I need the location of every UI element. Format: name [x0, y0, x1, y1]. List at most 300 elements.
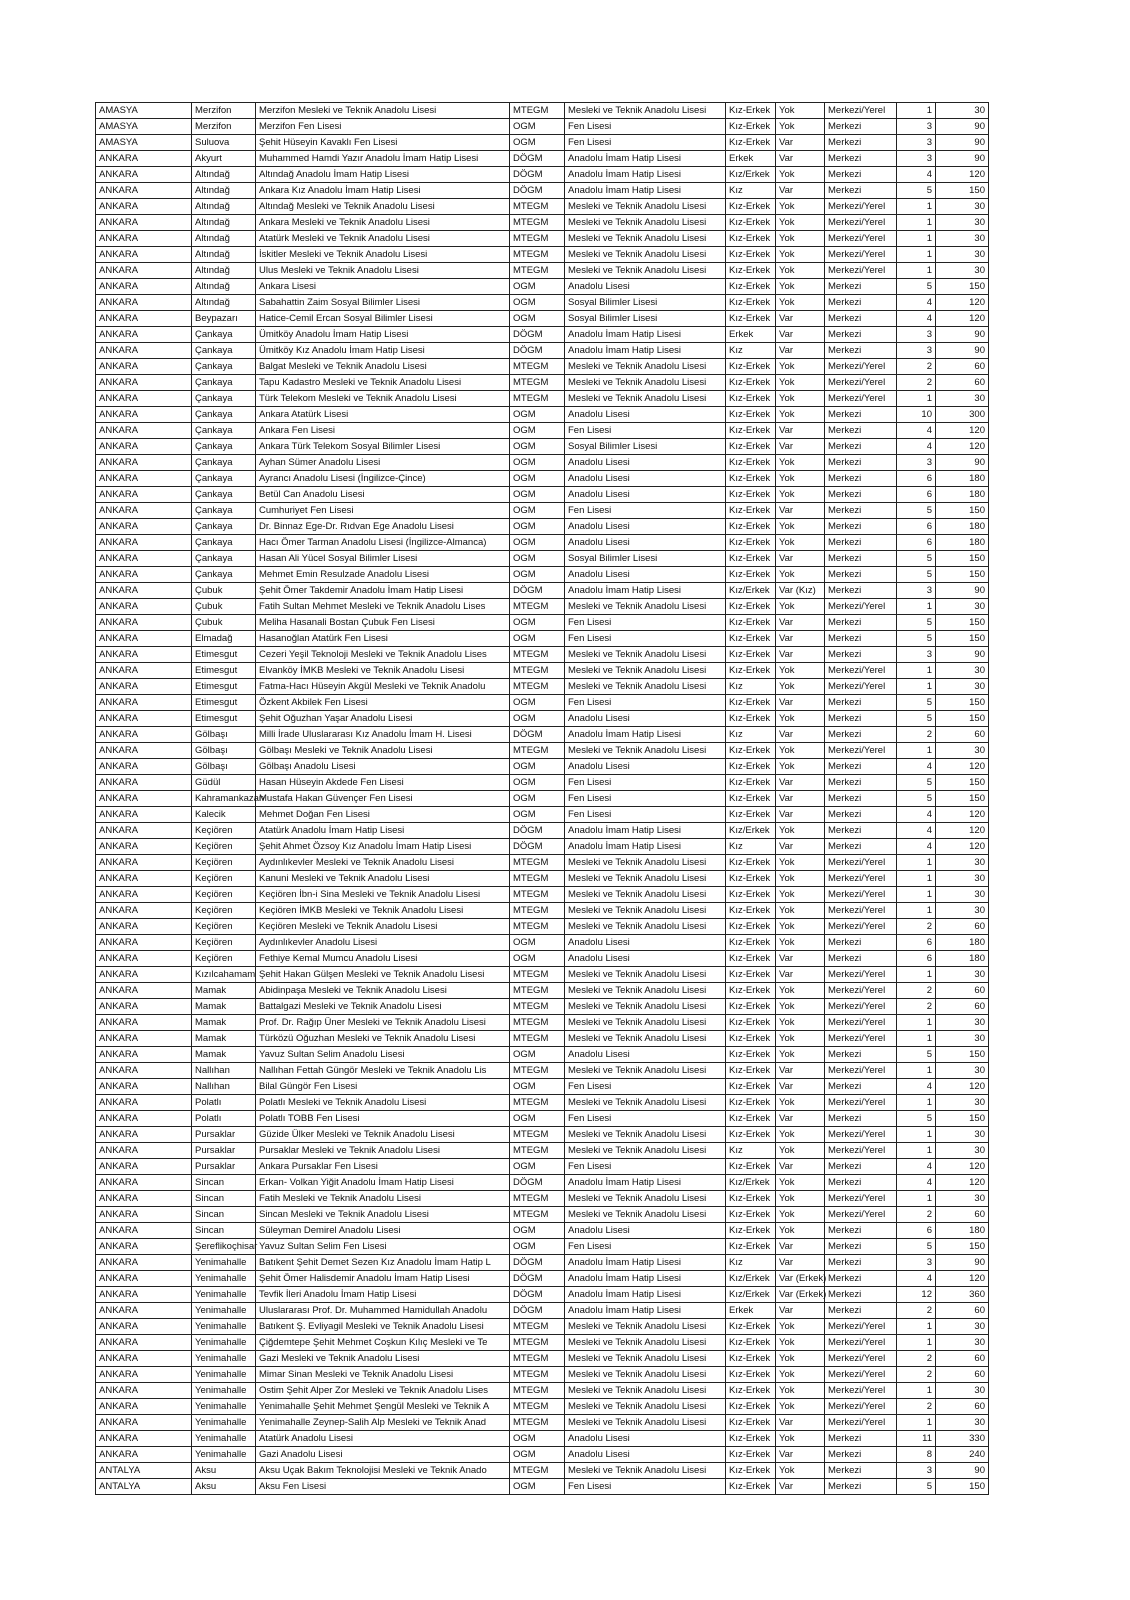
province-cell: ANKARA	[96, 727, 192, 743]
province-cell: ANKARA	[96, 1287, 192, 1303]
directorate-cell: MTEGM	[510, 1367, 565, 1383]
directorate-cell: MTEGM	[510, 391, 565, 407]
school-type-cell: Mesleki ve Teknik Anadolu Lisesi	[565, 263, 726, 279]
district-cell: Çankaya	[192, 503, 256, 519]
gender-cell: Kız-Erkek	[726, 919, 776, 935]
placement-cell: Merkezi	[825, 1431, 897, 1447]
gender-cell: Kız-Erkek	[726, 599, 776, 615]
school-type-cell: Anadolu Lisesi	[565, 407, 726, 423]
school-name-cell: Türk Telekom Mesleki ve Teknik Anadolu Lisesi	[256, 391, 510, 407]
dormitory-cell: Yok	[776, 103, 825, 119]
school-type-cell: Fen Lisesi	[565, 807, 726, 823]
table-row	[96, 919, 989, 935]
class-count-cell: 1	[897, 1335, 936, 1351]
gender-cell: Kız-Erkek	[726, 951, 776, 967]
dormitory-cell: Var	[776, 343, 825, 359]
district-cell: Yenimahalle	[192, 1399, 256, 1415]
gender-cell: Kız-Erkek	[726, 711, 776, 727]
placement-cell: Merkezi	[825, 535, 897, 551]
district-cell: Çankaya	[192, 551, 256, 567]
table-row	[96, 1127, 989, 1143]
school-name-cell: Prof. Dr. Rağıp Üner Mesleki ve Teknik Anadolu Lisesi	[256, 1015, 510, 1031]
school-name-cell: Pursaklar Mesleki ve Teknik Anadolu Lisesi	[256, 1143, 510, 1159]
gender-cell: Erkek	[726, 151, 776, 167]
class-count-cell: 4	[897, 167, 936, 183]
directorate-cell: DÖGM	[510, 151, 565, 167]
school-type-cell: Mesleki ve Teknik Anadolu Lisesi	[565, 1383, 726, 1399]
class-count-cell: 1	[897, 1095, 936, 1111]
school-name-cell: Çiğdemtepe Şehit Mehmet Coşkun Kılıç Mesleki ve Te	[256, 1335, 510, 1351]
school-type-cell: Mesleki ve Teknik Anadolu Lisesi	[565, 919, 726, 935]
quota-cell: 150	[936, 551, 989, 567]
school-name-cell: Polatlı TOBB Fen Lisesi	[256, 1111, 510, 1127]
school-type-cell: Anadolu Lisesi	[565, 519, 726, 535]
quota-cell: 90	[936, 343, 989, 359]
placement-cell: Merkezi/Yerel	[825, 1351, 897, 1367]
dormitory-cell: Yok	[776, 1207, 825, 1223]
district-cell: Yenimahalle	[192, 1287, 256, 1303]
gender-cell: Kız/Erkek	[726, 1271, 776, 1287]
table-row	[96, 791, 989, 807]
school-type-cell: Fen Lisesi	[565, 423, 726, 439]
table-row	[96, 1159, 989, 1175]
province-cell: ANKARA	[96, 1431, 192, 1447]
table-row	[96, 487, 989, 503]
gender-cell: Kız-Erkek	[726, 871, 776, 887]
dormitory-cell: Var	[776, 439, 825, 455]
school-type-cell: Mesleki ve Teknik Anadolu Lisesi	[565, 647, 726, 663]
dormitory-cell: Yok	[776, 567, 825, 583]
gender-cell: Kız-Erkek	[726, 1079, 776, 1095]
dormitory-cell: Yok	[776, 1351, 825, 1367]
class-count-cell: 2	[897, 375, 936, 391]
quota-cell: 300	[936, 407, 989, 423]
gender-cell: Kız/Erkek	[726, 1287, 776, 1303]
class-count-cell: 5	[897, 791, 936, 807]
dormitory-cell: Var	[776, 135, 825, 151]
directorate-cell: OGM	[510, 951, 565, 967]
school-type-cell: Mesleki ve Teknik Anadolu Lisesi	[565, 375, 726, 391]
class-count-cell: 1	[897, 215, 936, 231]
quota-cell: 60	[936, 983, 989, 999]
district-cell: Keçiören	[192, 839, 256, 855]
school-type-cell: Anadolu Lisesi	[565, 535, 726, 551]
school-name-cell: Fatih Sultan Mehmet Mesleki ve Teknik Anadolu Lises	[256, 599, 510, 615]
class-count-cell: 3	[897, 343, 936, 359]
class-count-cell: 6	[897, 471, 936, 487]
district-cell: Gölbaşı	[192, 743, 256, 759]
directorate-cell: OGM	[510, 695, 565, 711]
table-row	[96, 711, 989, 727]
gender-cell: Kız-Erkek	[726, 1399, 776, 1415]
table-row	[96, 935, 989, 951]
school-name-cell: Aydınlıkevler Mesleki ve Teknik Anadolu Lisesi	[256, 855, 510, 871]
school-type-cell: Anadolu İmam Hatip Lisesi	[565, 327, 726, 343]
school-type-cell: Mesleki ve Teknik Anadolu Lisesi	[565, 1335, 726, 1351]
gender-cell: Kız	[726, 343, 776, 359]
dormitory-cell: Yok	[776, 231, 825, 247]
school-type-cell: Anadolu Lisesi	[565, 567, 726, 583]
school-name-cell: Yavuz Sultan Selim Fen Lisesi	[256, 1239, 510, 1255]
class-count-cell: 5	[897, 279, 936, 295]
dormitory-cell: Yok	[776, 535, 825, 551]
quota-cell: 180	[936, 951, 989, 967]
dormitory-cell: Yok	[776, 279, 825, 295]
directorate-cell: MTEGM	[510, 983, 565, 999]
province-cell: ANKARA	[96, 663, 192, 679]
directorate-cell: MTEGM	[510, 1351, 565, 1367]
gender-cell: Kız-Erkek	[726, 519, 776, 535]
district-cell: Etimesgut	[192, 711, 256, 727]
class-count-cell: 4	[897, 311, 936, 327]
school-name-cell: Ümitköy Anadolu İmam Hatip Lisesi	[256, 327, 510, 343]
school-name-cell: Yenimahalle Şehit Mehmet Şengül Mesleki ve Teknik A	[256, 1399, 510, 1415]
school-type-cell: Anadolu Lisesi	[565, 471, 726, 487]
district-cell: Çankaya	[192, 407, 256, 423]
quota-cell: 30	[936, 967, 989, 983]
table-row	[96, 887, 989, 903]
province-cell: ANKARA	[96, 1095, 192, 1111]
directorate-cell: OGM	[510, 439, 565, 455]
directorate-cell: MTEGM	[510, 1031, 565, 1047]
table-row	[96, 1239, 989, 1255]
district-cell: Çankaya	[192, 471, 256, 487]
dormitory-cell: Yok	[776, 1335, 825, 1351]
table-row	[96, 519, 989, 535]
quota-cell: 150	[936, 791, 989, 807]
district-cell: Keçiören	[192, 951, 256, 967]
province-cell: ANKARA	[96, 391, 192, 407]
dormitory-cell: Var	[776, 551, 825, 567]
gender-cell: Erkek	[726, 1303, 776, 1319]
directorate-cell: MTEGM	[510, 359, 565, 375]
placement-cell: Merkezi	[825, 151, 897, 167]
placement-cell: Merkezi	[825, 711, 897, 727]
school-name-cell: Yenimahalle Zeynep-Salih Alp Mesleki ve Teknik Anad	[256, 1415, 510, 1431]
directorate-cell: OGM	[510, 759, 565, 775]
table-row	[96, 1319, 989, 1335]
quota-cell: 30	[936, 855, 989, 871]
gender-cell: Kız-Erkek	[726, 199, 776, 215]
directorate-cell: OGM	[510, 119, 565, 135]
school-type-cell: Mesleki ve Teknik Anadolu Lisesi	[565, 679, 726, 695]
directorate-cell: OGM	[510, 135, 565, 151]
dormitory-cell: Var (Kız)	[776, 583, 825, 599]
placement-cell: Merkezi/Yerel	[825, 1207, 897, 1223]
directorate-cell: MTEGM	[510, 199, 565, 215]
province-cell: ANKARA	[96, 1271, 192, 1287]
school-type-cell: Anadolu İmam Hatip Lisesi	[565, 1303, 726, 1319]
province-cell: ANKARA	[96, 759, 192, 775]
school-name-cell: Fethiye Kemal Mumcu Anadolu Lisesi	[256, 951, 510, 967]
directorate-cell: MTEGM	[510, 1207, 565, 1223]
gender-cell: Kız-Erkek	[726, 1335, 776, 1351]
gender-cell: Kız	[726, 839, 776, 855]
class-count-cell: 3	[897, 119, 936, 135]
quota-cell: 90	[936, 119, 989, 135]
dormitory-cell: Yok	[776, 247, 825, 263]
school-name-cell: Aksu Fen Lisesi	[256, 1479, 510, 1495]
school-name-cell: Ostim Şehit Alper Zor Mesleki ve Teknik Anadolu Lises	[256, 1383, 510, 1399]
quota-cell: 180	[936, 471, 989, 487]
quota-cell: 30	[936, 215, 989, 231]
quota-cell: 60	[936, 1303, 989, 1319]
province-cell: ANKARA	[96, 791, 192, 807]
district-cell: Çubuk	[192, 615, 256, 631]
quota-cell: 30	[936, 1383, 989, 1399]
directorate-cell: OGM	[510, 1239, 565, 1255]
school-name-cell: Şehit Oğuzhan Yaşar Anadolu Lisesi	[256, 711, 510, 727]
district-cell: Altındağ	[192, 295, 256, 311]
province-cell: ANKARA	[96, 359, 192, 375]
gender-cell: Kız-Erkek	[726, 1047, 776, 1063]
placement-cell: Merkezi	[825, 135, 897, 151]
school-name-cell: Hatice-Cemil Ercan Sosyal Bilimler Lisesi	[256, 311, 510, 327]
dormitory-cell: Yok	[776, 359, 825, 375]
quota-cell: 90	[936, 647, 989, 663]
province-cell: AMASYA	[96, 135, 192, 151]
class-count-cell: 4	[897, 1159, 936, 1175]
dormitory-cell: Yok	[776, 823, 825, 839]
school-type-cell: Mesleki ve Teknik Anadolu Lisesi	[565, 743, 726, 759]
gender-cell: Kız-Erkek	[726, 791, 776, 807]
school-type-cell: Anadolu İmam Hatip Lisesi	[565, 583, 726, 599]
directorate-cell: DÖGM	[510, 839, 565, 855]
class-count-cell: 2	[897, 999, 936, 1015]
class-count-cell: 1	[897, 1031, 936, 1047]
dormitory-cell: Yok	[776, 919, 825, 935]
province-cell: ANKARA	[96, 1143, 192, 1159]
school-type-cell: Mesleki ve Teknik Anadolu Lisesi	[565, 199, 726, 215]
school-name-cell: Batıkent Ş. Evliyagil Mesleki ve Teknik Anadolu Lisesi	[256, 1319, 510, 1335]
school-name-cell: Uluslararası Prof. Dr. Muhammed Hamidullah Anadolu	[256, 1303, 510, 1319]
placement-cell: Merkezi	[825, 295, 897, 311]
directorate-cell: MTEGM	[510, 967, 565, 983]
gender-cell: Kız-Erkek	[726, 807, 776, 823]
district-cell: Mamak	[192, 1015, 256, 1031]
gender-cell: Kız-Erkek	[726, 647, 776, 663]
quota-cell: 30	[936, 199, 989, 215]
dormitory-cell: Var	[776, 615, 825, 631]
directorate-cell: MTEGM	[510, 855, 565, 871]
school-type-cell: Mesleki ve Teknik Anadolu Lisesi	[565, 983, 726, 999]
placement-cell: Merkezi	[825, 279, 897, 295]
class-count-cell: 1	[897, 1015, 936, 1031]
district-cell: Keçiören	[192, 919, 256, 935]
gender-cell: Kız-Erkek	[726, 487, 776, 503]
school-name-cell: Atatürk Anadolu İmam Hatip Lisesi	[256, 823, 510, 839]
class-count-cell: 3	[897, 647, 936, 663]
directorate-cell: MTEGM	[510, 663, 565, 679]
school-name-cell: Aydınlıkevler Anadolu Lisesi	[256, 935, 510, 951]
school-name-cell: Cumhuriyet Fen Lisesi	[256, 503, 510, 519]
province-cell: ANTALYA	[96, 1479, 192, 1495]
quota-cell: 150	[936, 1111, 989, 1127]
province-cell: ANKARA	[96, 1223, 192, 1239]
class-count-cell: 4	[897, 295, 936, 311]
table-row	[96, 663, 989, 679]
directorate-cell: DÖGM	[510, 727, 565, 743]
class-count-cell: 4	[897, 1271, 936, 1287]
dormitory-cell: Var	[776, 647, 825, 663]
province-cell: AMASYA	[96, 103, 192, 119]
gender-cell: Kız/Erkek	[726, 583, 776, 599]
placement-cell: Merkezi/Yerel	[825, 199, 897, 215]
school-type-cell: Mesleki ve Teknik Anadolu Lisesi	[565, 103, 726, 119]
school-type-cell: Anadolu Lisesi	[565, 455, 726, 471]
province-cell: ANTALYA	[96, 1463, 192, 1479]
placement-cell: Merkezi	[825, 775, 897, 791]
district-cell: Keçiören	[192, 903, 256, 919]
quota-cell: 150	[936, 183, 989, 199]
class-count-cell: 8	[897, 1447, 936, 1463]
quota-cell: 30	[936, 263, 989, 279]
province-cell: ANKARA	[96, 231, 192, 247]
district-cell: Elmadağ	[192, 631, 256, 647]
table-row	[96, 1383, 989, 1399]
directorate-cell: DÖGM	[510, 1255, 565, 1271]
quota-cell: 150	[936, 503, 989, 519]
directorate-cell: OGM	[510, 1111, 565, 1127]
directorate-cell: OGM	[510, 1479, 565, 1495]
table-row	[96, 1095, 989, 1111]
quota-cell: 180	[936, 935, 989, 951]
quota-cell: 120	[936, 807, 989, 823]
province-cell: ANKARA	[96, 439, 192, 455]
placement-cell: Merkezi	[825, 551, 897, 567]
directorate-cell: MTEGM	[510, 1383, 565, 1399]
directorate-cell: OGM	[510, 519, 565, 535]
placement-cell: Merkezi/Yerel	[825, 599, 897, 615]
class-count-cell: 6	[897, 487, 936, 503]
school-name-cell: Sabahattin Zaim Sosyal Bilimler Lisesi	[256, 295, 510, 311]
district-cell: Etimesgut	[192, 695, 256, 711]
table-row	[96, 343, 989, 359]
class-count-cell: 5	[897, 503, 936, 519]
province-cell: ANKARA	[96, 1383, 192, 1399]
school-type-cell: Fen Lisesi	[565, 631, 726, 647]
table-row	[96, 423, 989, 439]
dormitory-cell: Yok	[776, 1143, 825, 1159]
province-cell: ANKARA	[96, 695, 192, 711]
district-cell: Keçiören	[192, 855, 256, 871]
school-name-cell: Batıkent Şehit Demet Sezen Kız Anadolu İmam Hatip L	[256, 1255, 510, 1271]
placement-cell: Merkezi/Yerel	[825, 1319, 897, 1335]
province-cell: ANKARA	[96, 855, 192, 871]
placement-cell: Merkezi/Yerel	[825, 1383, 897, 1399]
district-cell: Yenimahalle	[192, 1351, 256, 1367]
quota-cell: 30	[936, 391, 989, 407]
school-type-cell: Mesleki ve Teknik Anadolu Lisesi	[565, 663, 726, 679]
table-row	[96, 855, 989, 871]
table-row	[96, 695, 989, 711]
gender-cell: Kız	[726, 183, 776, 199]
dormitory-cell: Yok	[776, 119, 825, 135]
table-row	[96, 1447, 989, 1463]
dormitory-cell: Yok	[776, 199, 825, 215]
class-count-cell: 4	[897, 1079, 936, 1095]
district-cell: Çankaya	[192, 343, 256, 359]
school-name-cell: Gölbaşı Anadolu Lisesi	[256, 759, 510, 775]
placement-cell: Merkezi/Yerel	[825, 215, 897, 231]
province-cell: ANKARA	[96, 1447, 192, 1463]
class-count-cell: 1	[897, 903, 936, 919]
directorate-cell: MTEGM	[510, 919, 565, 935]
school-name-cell: Battalgazi Mesleki ve Teknik Anadolu Lisesi	[256, 999, 510, 1015]
class-count-cell: 1	[897, 1383, 936, 1399]
directorate-cell: DÖGM	[510, 1303, 565, 1319]
district-cell: Mamak	[192, 1047, 256, 1063]
school-type-cell: Fen Lisesi	[565, 695, 726, 711]
school-quota-table	[95, 102, 989, 1495]
class-count-cell: 2	[897, 919, 936, 935]
gender-cell: Kız-Erkek	[726, 775, 776, 791]
province-cell: ANKARA	[96, 247, 192, 263]
school-name-cell: Hasanoğlan Atatürk Fen Lisesi	[256, 631, 510, 647]
province-cell: ANKARA	[96, 567, 192, 583]
school-type-cell: Anadolu Lisesi	[565, 1223, 726, 1239]
gender-cell: Kız/Erkek	[726, 823, 776, 839]
placement-cell: Merkezi	[825, 823, 897, 839]
school-type-cell: Mesleki ve Teknik Anadolu Lisesi	[565, 871, 726, 887]
school-name-cell: Balgat Mesleki ve Teknik Anadolu Lisesi	[256, 359, 510, 375]
school-type-cell: Anadolu İmam Hatip Lisesi	[565, 1271, 726, 1287]
placement-cell: Merkezi	[825, 119, 897, 135]
class-count-cell: 6	[897, 1223, 936, 1239]
class-count-cell: 2	[897, 359, 936, 375]
table-row	[96, 1335, 989, 1351]
province-cell: ANKARA	[96, 1111, 192, 1127]
province-cell: ANKARA	[96, 1015, 192, 1031]
school-type-cell: Anadolu Lisesi	[565, 279, 726, 295]
district-cell: Çankaya	[192, 391, 256, 407]
table-row	[96, 1111, 989, 1127]
dormitory-cell: Var	[776, 631, 825, 647]
quota-cell: 120	[936, 1159, 989, 1175]
school-name-cell: Mimar Sinan Mesleki ve Teknik Anadolu Lisesi	[256, 1367, 510, 1383]
school-type-cell: Anadolu İmam Hatip Lisesi	[565, 1175, 726, 1191]
quota-cell: 120	[936, 823, 989, 839]
dormitory-cell: Yok	[776, 983, 825, 999]
district-cell: Çankaya	[192, 327, 256, 343]
district-cell: Altındağ	[192, 215, 256, 231]
quota-cell: 120	[936, 1175, 989, 1191]
directorate-cell: OGM	[510, 1047, 565, 1063]
dormitory-cell: Yok	[776, 1399, 825, 1415]
quota-cell: 120	[936, 1271, 989, 1287]
placement-cell: Merkezi	[825, 1223, 897, 1239]
school-type-cell: Anadolu İmam Hatip Lisesi	[565, 823, 726, 839]
table-row	[96, 967, 989, 983]
dormitory-cell: Var (Erkek)	[776, 1287, 825, 1303]
quota-cell: 90	[936, 583, 989, 599]
dormitory-cell: Yok	[776, 263, 825, 279]
table-row	[96, 439, 989, 455]
province-cell: ANKARA	[96, 503, 192, 519]
quota-cell: 30	[936, 1143, 989, 1159]
placement-cell: Merkezi/Yerel	[825, 903, 897, 919]
dormitory-cell: Var	[776, 1303, 825, 1319]
quota-cell: 180	[936, 535, 989, 551]
class-count-cell: 11	[897, 1431, 936, 1447]
quota-cell: 60	[936, 375, 989, 391]
table-row	[96, 375, 989, 391]
class-count-cell: 5	[897, 775, 936, 791]
school-type-cell: Sosyal Bilimler Lisesi	[565, 551, 726, 567]
class-count-cell: 1	[897, 679, 936, 695]
directorate-cell: MTEGM	[510, 263, 565, 279]
school-type-cell: Fen Lisesi	[565, 1111, 726, 1127]
